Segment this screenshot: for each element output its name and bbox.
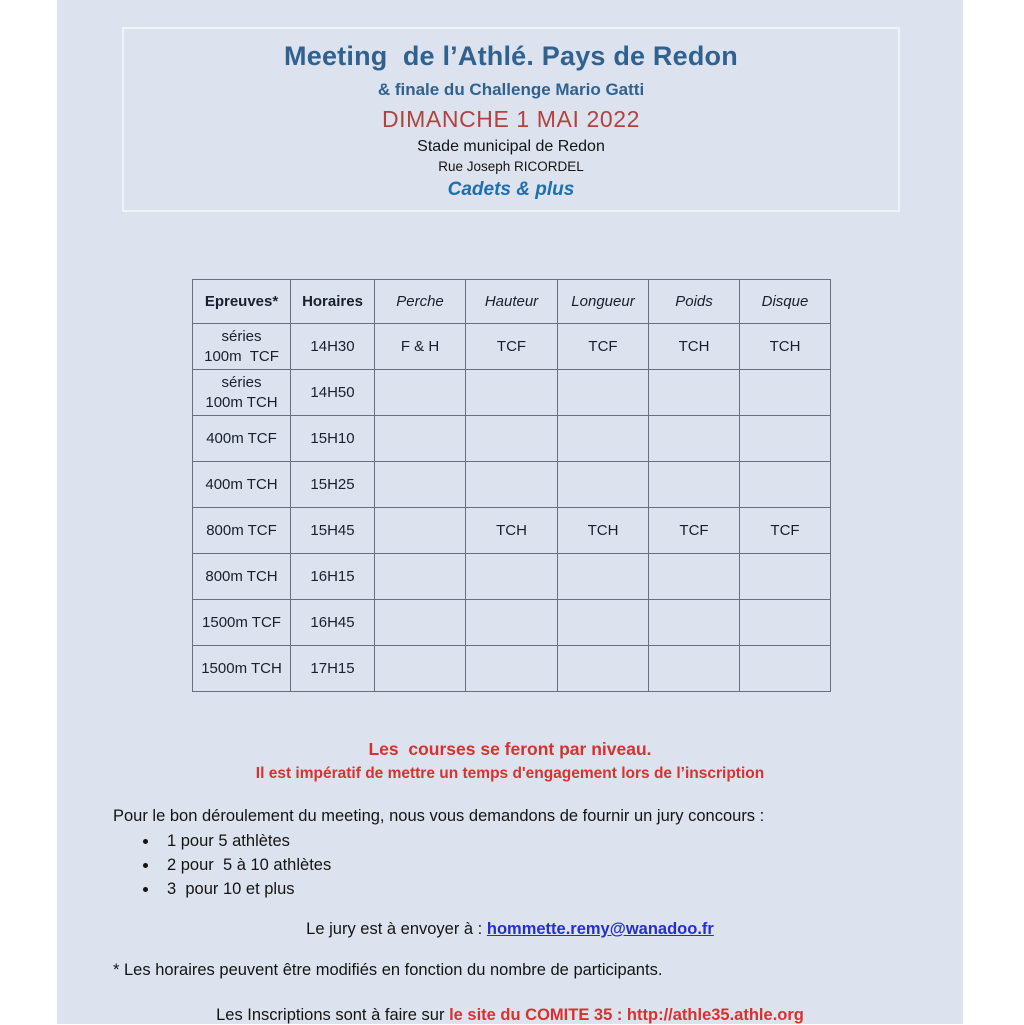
- jury-rule-item: • 2 pour 5 à 10 athlètes: [159, 856, 331, 875]
- challenge-subtitle: & finale du Challenge Mario Gatti: [377, 80, 645, 99]
- perche-cell: [375, 508, 466, 554]
- event-cell: 1500m TCH: [193, 646, 291, 692]
- schedule-row-800m-tcf: [193, 508, 831, 554]
- col-header-hauteur: Hauteur: [466, 280, 558, 324]
- perche-cell: [375, 646, 466, 692]
- flyer-page: [57, 0, 963, 1024]
- time-cell: 15H10: [291, 416, 375, 462]
- schedule-row-1500m-tcf: [193, 600, 831, 646]
- schedule-row-100m-tcf: [193, 324, 831, 370]
- event-cell: 400m TCF: [193, 416, 291, 462]
- time-cell: 16H45: [291, 600, 375, 646]
- event-cell: 800m TCF: [193, 508, 291, 554]
- inscriptions-prefix: Les Inscriptions sont à faire sur: [216, 1006, 450, 1024]
- time-cell: 17H15: [291, 646, 375, 692]
- inscriptions-line: [57, 1006, 963, 1025]
- hauteur-cell: TCH: [466, 508, 558, 554]
- event-cell: 1500m TCF: [193, 600, 291, 646]
- poids-cell: TCF: [649, 508, 740, 554]
- longueur-cell: TCF: [558, 324, 649, 370]
- poids-cell: [649, 462, 740, 508]
- poids-cell: [649, 554, 740, 600]
- races-level-notice: Les courses se feront par niveau.: [368, 739, 652, 759]
- disque-cell: [740, 600, 831, 646]
- col-header-disque: Disque: [740, 280, 831, 324]
- schedule-row-400m-tcf: [193, 416, 831, 462]
- poids-cell: [649, 416, 740, 462]
- hauteur-cell: [466, 646, 558, 692]
- jury-rules-list: [139, 832, 331, 904]
- disque-cell: [740, 370, 831, 416]
- time-cell: 15H45: [291, 508, 375, 554]
- perche-cell: [375, 600, 466, 646]
- disque-cell: [740, 462, 831, 508]
- event-date: DIMANCHE 1 MAI 2022: [381, 106, 641, 132]
- commitment-time-notice: Il est impératif de mettre un temps d'engagement lors de l’inscription: [255, 765, 765, 782]
- hauteur-cell: [466, 600, 558, 646]
- schedule-row-1500m-tch: [193, 646, 831, 692]
- hauteur-cell: [466, 462, 558, 508]
- poids-cell: [649, 646, 740, 692]
- disque-cell: TCF: [740, 508, 831, 554]
- poids-cell: [649, 370, 740, 416]
- schedule-row-100m-tch: [193, 370, 831, 416]
- time-cell: 16H15: [291, 554, 375, 600]
- jury-send-line: [57, 920, 963, 939]
- disque-cell: [740, 416, 831, 462]
- schedule-change-note: * Les horaires peuvent être modifiés en fonction du nombre de participants.: [113, 961, 663, 979]
- venue-name: Stade municipal de Redon: [417, 138, 605, 155]
- longueur-cell: [558, 370, 649, 416]
- jury-email-link[interactable]: hommette.remy@wanadoo.fr: [486, 920, 714, 938]
- comite35-site-link[interactable]: le site du COMITE 35 : http://athle35.athle.org: [449, 1006, 804, 1024]
- poids-cell: [649, 600, 740, 646]
- header-box: [122, 27, 900, 212]
- hauteur-cell: TCF: [466, 324, 558, 370]
- col-header-horaires: Horaires: [291, 280, 375, 324]
- schedule-row-400m-tch: [193, 462, 831, 508]
- perche-cell: [375, 370, 466, 416]
- disque-cell: [740, 646, 831, 692]
- hauteur-cell: [466, 370, 558, 416]
- col-header-longueur: Longueur: [558, 280, 649, 324]
- hauteur-cell: [466, 554, 558, 600]
- longueur-cell: [558, 554, 649, 600]
- perche-cell: F & H: [375, 324, 466, 370]
- perche-cell: [375, 416, 466, 462]
- page-title: Meeting de l’Athlé. Pays de Redon: [284, 41, 738, 71]
- jury-send-label: Le jury est à envoyer à :: [306, 920, 487, 938]
- poids-cell: TCH: [649, 324, 740, 370]
- perche-cell: [375, 554, 466, 600]
- event-cell: séries 100m TCF: [193, 324, 291, 370]
- schedule-row-800m-tch: [193, 554, 831, 600]
- jury-rule-item: • 3 pour 10 et plus: [159, 880, 331, 899]
- disque-cell: [740, 554, 831, 600]
- schedule-header-row: [193, 280, 831, 324]
- col-header-poids: Poids: [649, 280, 740, 324]
- longueur-cell: [558, 416, 649, 462]
- jury-rule-item: • 1 pour 5 athlètes: [159, 832, 331, 851]
- longueur-cell: [558, 462, 649, 508]
- disque-cell: TCH: [740, 324, 831, 370]
- event-cell: séries 100m TCH: [193, 370, 291, 416]
- time-cell: 14H30: [291, 324, 375, 370]
- schedule-table: [192, 279, 831, 692]
- venue-street: Rue Joseph RICORDEL: [438, 159, 584, 174]
- longueur-cell: TCH: [558, 508, 649, 554]
- col-header-perche: Perche: [375, 280, 466, 324]
- category-label: Cadets & plus: [447, 179, 575, 200]
- col-header-epreuves: Epreuves*: [193, 280, 291, 324]
- longueur-cell: [558, 600, 649, 646]
- perche-cell: [375, 462, 466, 508]
- jury-intro-text: Pour le bon déroulement du meeting, nous vous demandons de fournir un jury concours :: [113, 807, 765, 825]
- event-cell: 400m TCH: [193, 462, 291, 508]
- longueur-cell: [558, 646, 649, 692]
- event-cell: 800m TCH: [193, 554, 291, 600]
- hauteur-cell: [466, 416, 558, 462]
- time-cell: 14H50: [291, 370, 375, 416]
- time-cell: 15H25: [291, 462, 375, 508]
